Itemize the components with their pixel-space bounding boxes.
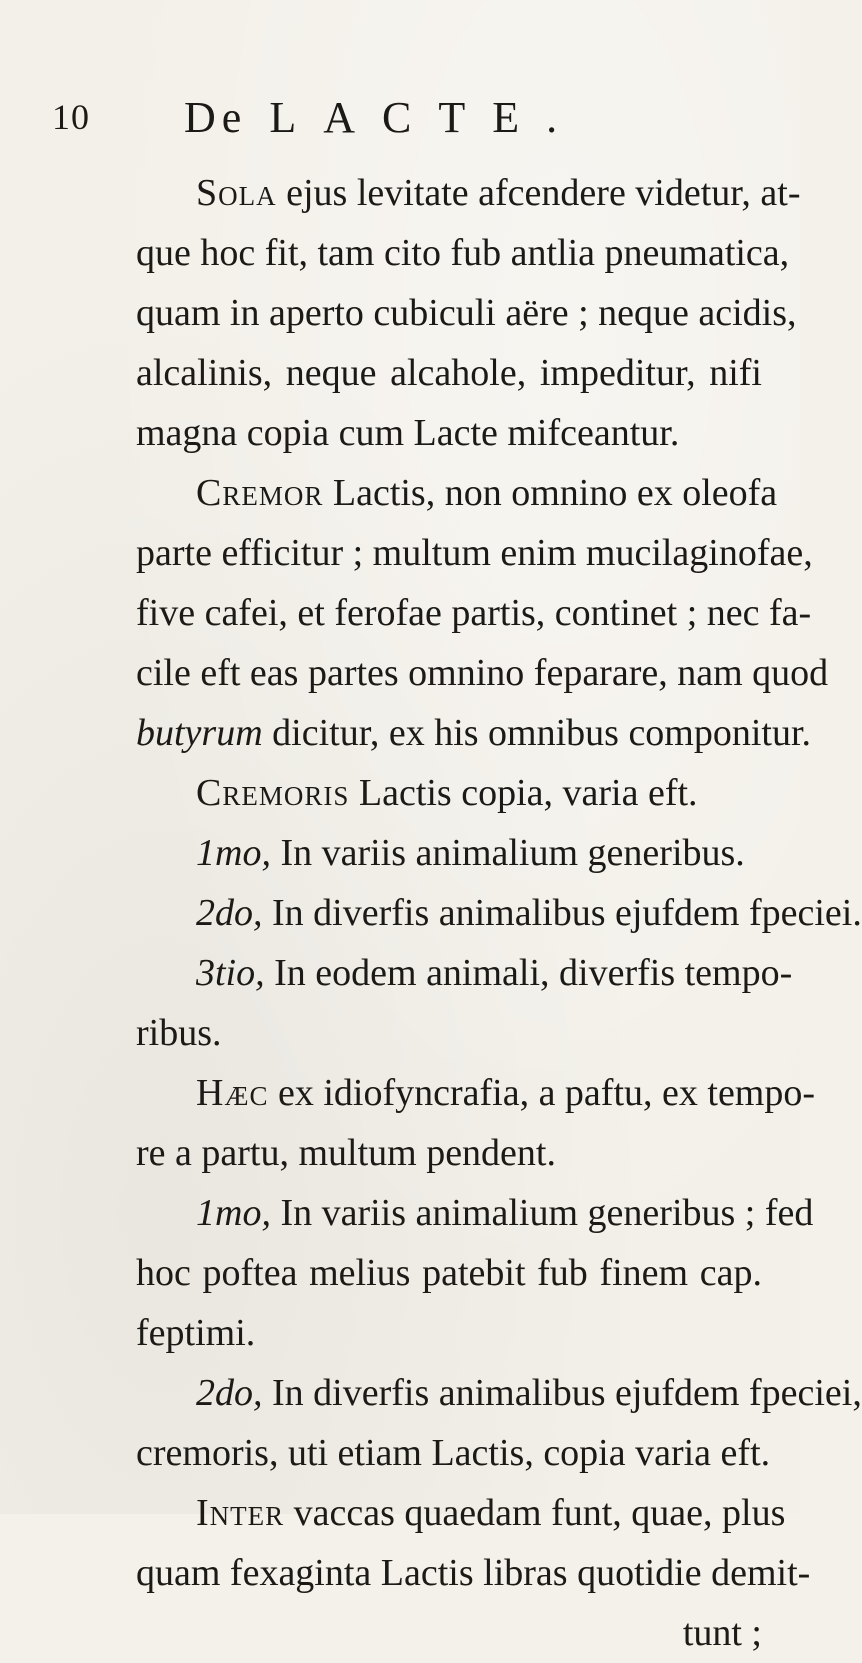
- text-line: cremoris, uti etiam Lactis, copia varia eft.: [136, 1432, 771, 1474]
- text-line: [136, 163, 801, 223]
- enumeration-marker: 3tio,: [196, 952, 265, 994]
- line-text: Lactis, non omnino ex oleofa: [323, 472, 778, 514]
- page-number: 10: [52, 97, 90, 137]
- text-line: [136, 943, 793, 1003]
- line-text: In diverfis animalibus ejufdem fpeciei.: [262, 892, 862, 934]
- text-line: hoc poftea melius patebit fub finem cap.: [136, 1252, 762, 1294]
- running-title: [184, 92, 584, 143]
- enumeration-marker: 2do,: [196, 892, 263, 934]
- text-line: parte efficitur ; multum enim mucilaginofae,: [136, 532, 813, 574]
- text-line: [136, 1363, 862, 1423]
- running-title-word-lacte: LACTE.: [269, 93, 585, 142]
- text-line: [136, 883, 862, 943]
- text-line: [136, 463, 778, 523]
- paragraph-lead-word: Cremor: [196, 472, 324, 514]
- text-line: alcalinis, neque alcahole, impeditur, nifi: [136, 352, 762, 394]
- enumeration-marker: 1mo,: [196, 832, 271, 874]
- text-line: cile eft eas partes omnino feparare, nam quod: [136, 652, 829, 694]
- text-line: ribus.: [136, 1012, 222, 1054]
- italic-term: butyrum: [136, 712, 263, 754]
- text-line: [136, 703, 812, 763]
- text-line: five cafei, et ferofae partis, continet ; nec fa-: [136, 592, 812, 634]
- text-line: [136, 763, 762, 823]
- running-title-word-de: De: [184, 93, 248, 142]
- line-text: vaccas quaedam funt, quae, plus: [284, 1492, 786, 1534]
- text-line: que hoc fit, tam cito fub antlia pneumatica,: [136, 232, 790, 274]
- line-text: In variis animalium generibus ; fed: [270, 1192, 814, 1234]
- text-line: [136, 1183, 814, 1243]
- text-line: magna copia cum Lacte mifceantur.: [136, 412, 680, 454]
- running-head: [52, 92, 752, 142]
- paragraph-lead-word: Cremoris: [196, 772, 350, 814]
- body-text: [136, 163, 862, 1663]
- text-line: [136, 1063, 816, 1123]
- paragraph-lead-word: Hæc: [196, 1072, 269, 1114]
- text-line: quam fexaginta Lactis libras quotidie demit-: [136, 1552, 811, 1594]
- line-text: In variis animalium generibus.: [270, 832, 745, 874]
- text-line: feptimi.: [136, 1312, 256, 1354]
- paragraph-lead-word: Sola: [196, 172, 277, 214]
- line-text: Lactis copia, varia eft.: [349, 772, 698, 814]
- line-text: In diverfis animalibus ejufdem fpeciei,: [262, 1372, 862, 1414]
- enumeration-marker: 1mo,: [196, 1192, 271, 1234]
- text-line: [136, 1483, 786, 1543]
- text-line: re a partu, multum pendent.: [136, 1132, 556, 1174]
- catchword: tunt ;: [682, 1612, 762, 1654]
- line-text: ex idiofyncrafia, a paftu, ex tempo-: [268, 1072, 816, 1114]
- paragraph-lead-word: Inter: [196, 1492, 285, 1534]
- line-text: ejus levitate afcendere videtur, at-: [276, 172, 801, 214]
- text-line: [136, 823, 762, 883]
- line-text: dicitur, ex his omnibus componitur.: [262, 712, 812, 754]
- text-line: quam in aperto cubiculi aëre ; neque acidis,: [136, 292, 797, 334]
- line-text: In eodem animali, diverfis tempo-: [264, 952, 793, 994]
- enumeration-marker: 2do,: [196, 1372, 263, 1414]
